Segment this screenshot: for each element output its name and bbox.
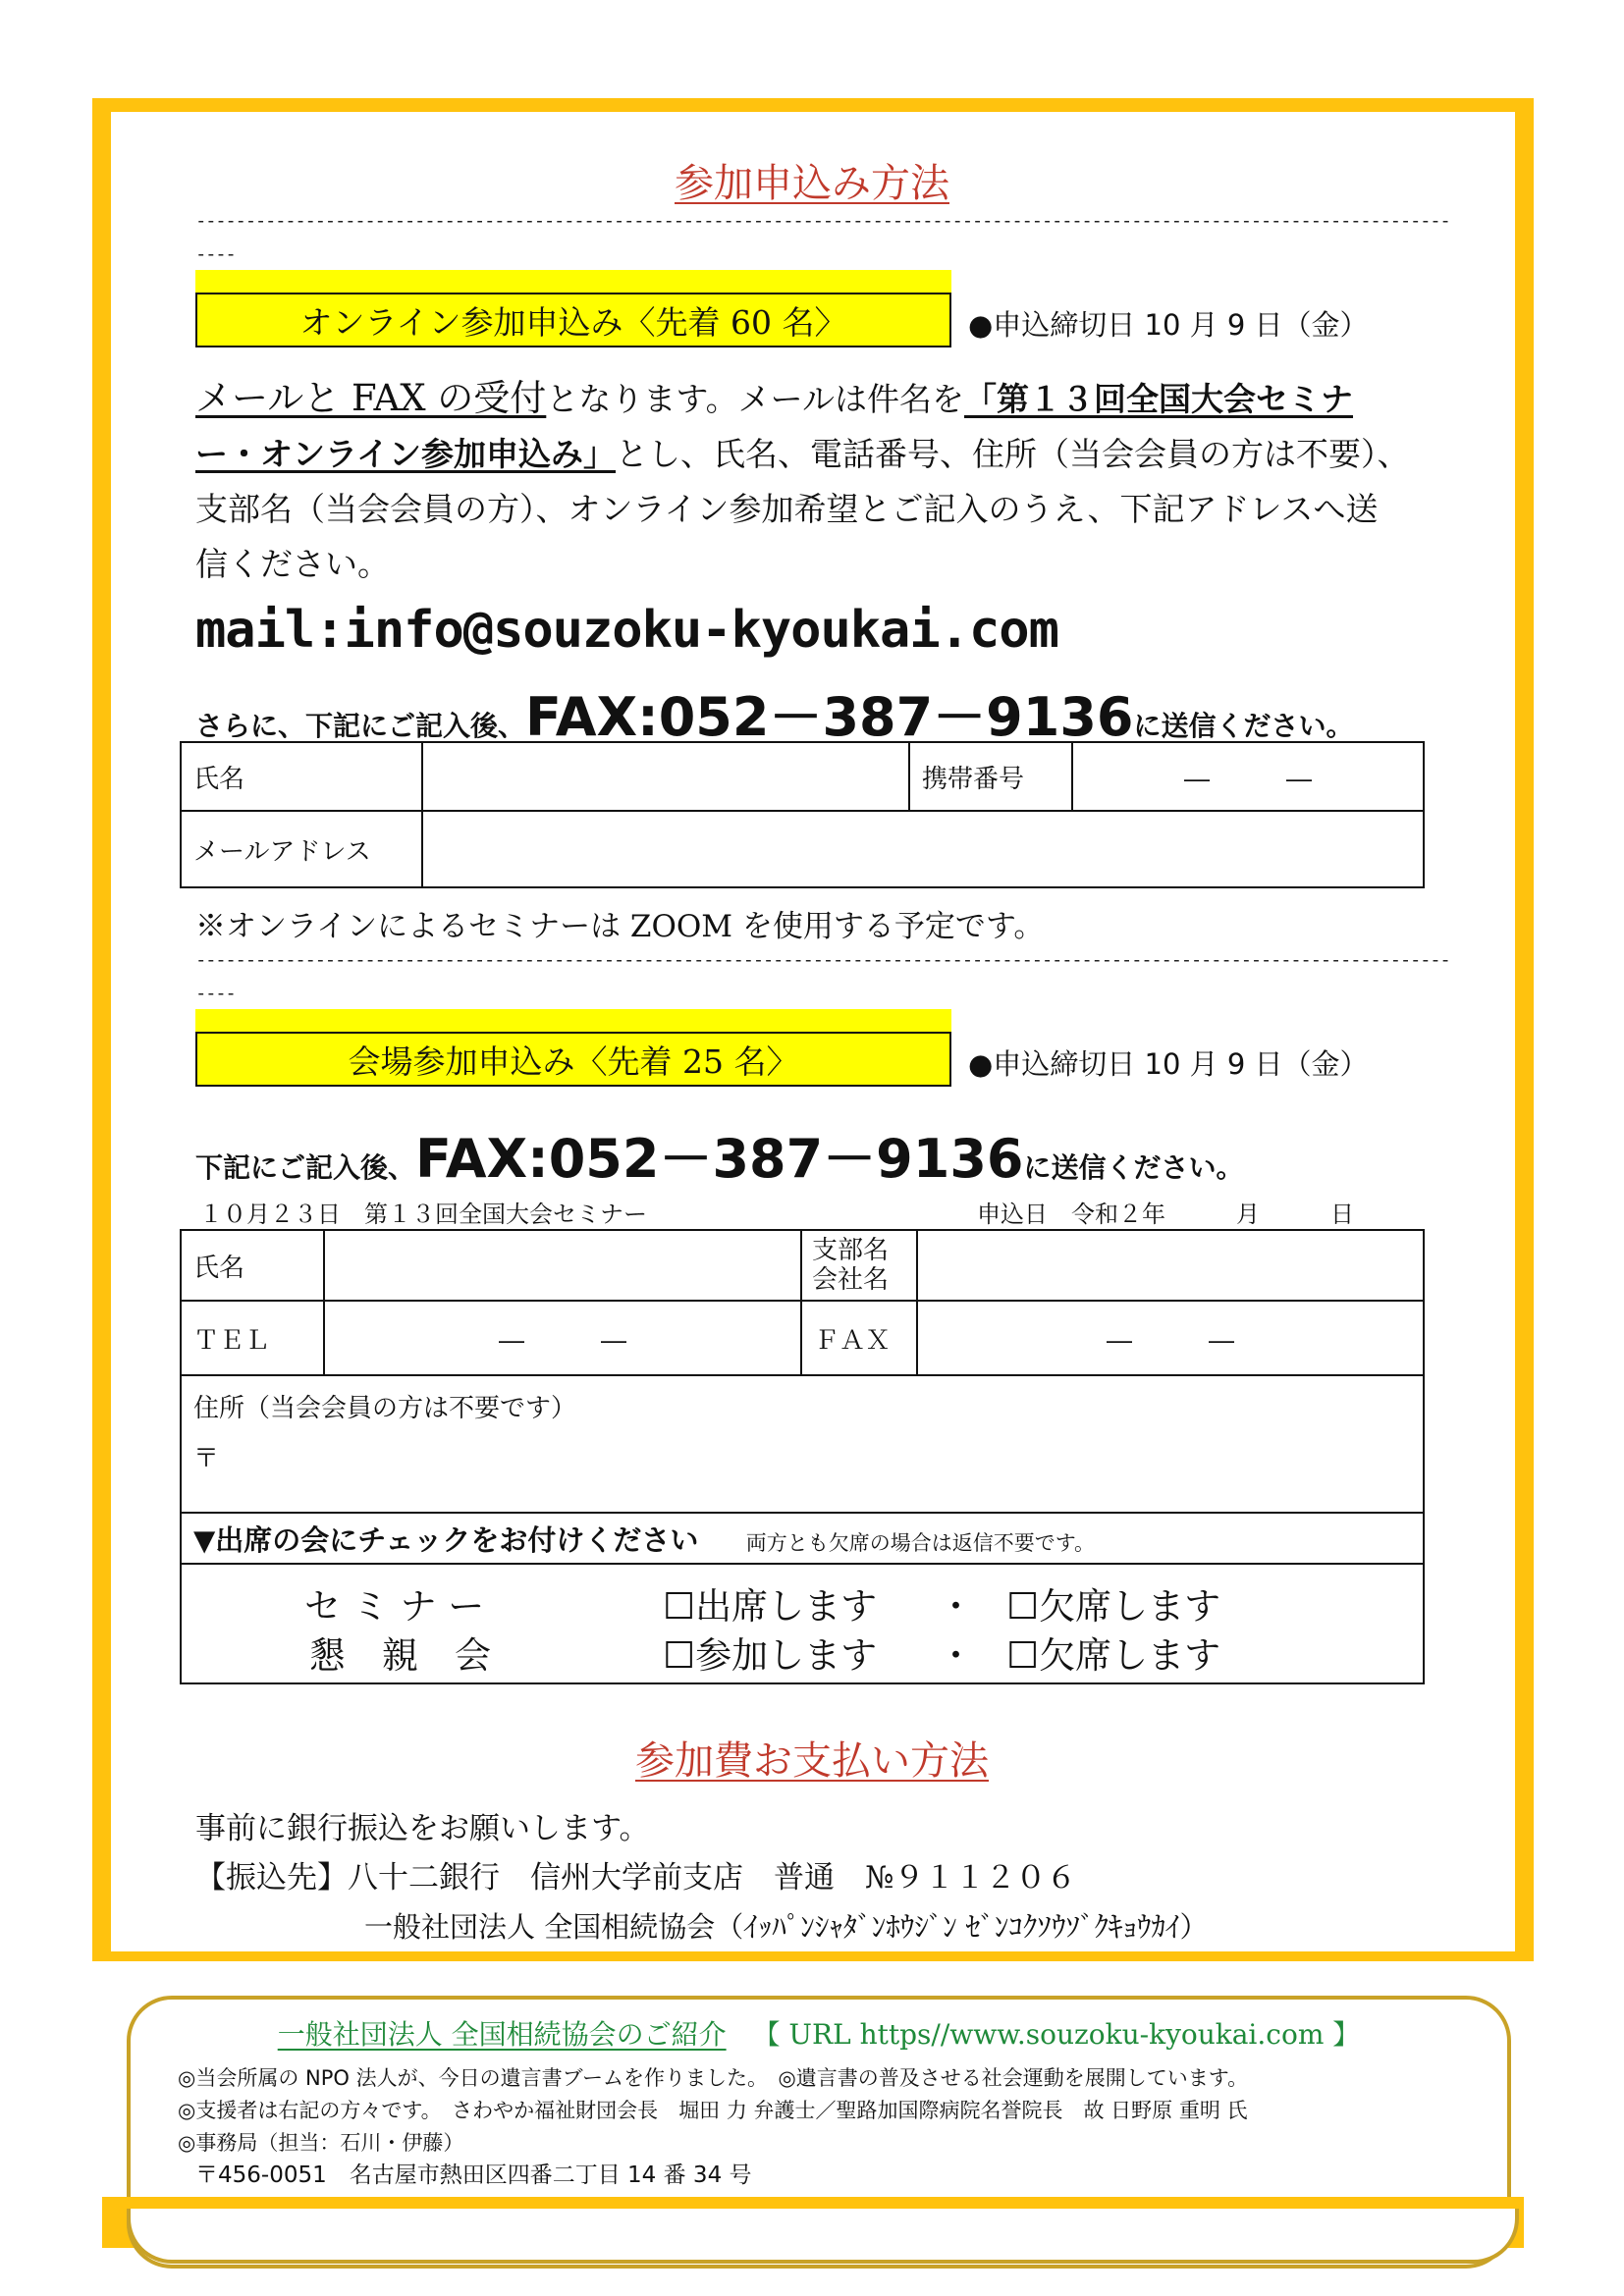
address-label: 住所（当会会員の方は不要です） — [193, 1394, 577, 1423]
footer-line: ◎支援者は右記の方々です。 さわやか福祉財団会長 堀田 力 弁護士／聖路加国際病院名誉院長 故 日野原 重明 氏 — [178, 2099, 1248, 2122]
email-label: メールアドレス — [181, 811, 422, 887]
footer-title: 一般社団法人 全国相続協会のご紹介 — [277, 2018, 727, 2051]
highlight-bar — [195, 270, 951, 294]
footer-bottom-border — [127, 2209, 1519, 2264]
dashed-separator: ------------------------------------------------------------------------------------------------------------------------------ — [195, 949, 1450, 971]
footer-cover — [102, 2197, 1524, 2209]
footer-line: ◎事務局（担当：石川・伊藤） — [178, 2131, 464, 2155]
fax-instruction — [195, 675, 1353, 751]
bank-account: 【振込先】八十二銀行 信州大学前支店 普通 №９１１２０６ — [195, 1860, 1077, 1896]
separator-dot: ・ — [938, 1585, 974, 1628]
account-holder: 一般社団法人 全国相続協会（ｲｯﾊﾟﾝｼｬﾀﾞﾝﾎｳｼﾞﾝ ｾﾞﾝｺｸｿｳｿﾞｸｷｮｳｶｲ） — [364, 1910, 1209, 1944]
text: に送信ください。 — [1133, 710, 1354, 742]
fax-number: FAX:052－387－9136 — [415, 1128, 1024, 1190]
attendance-options — [181, 1564, 1424, 1683]
text: 支部名（当会会員の方）、オンライン参加希望とご記入のうえ、下記アドレスへ送 — [195, 490, 1379, 528]
venue-form — [180, 1229, 1425, 1684]
venue-deadline: ●申込締切日 10 月 9 日（金） — [968, 1047, 1369, 1081]
footer-address: 〒456-0051 名古屋市熱田区四番二丁目 14 番 34 号 — [195, 2163, 752, 2188]
branch-field[interactable] — [917, 1230, 1424, 1301]
check-heading-row — [181, 1513, 1424, 1564]
mail-fax-accept: メールと FAX の受付 — [195, 377, 547, 419]
footer-url[interactable]: 【 URL https//www.souzoku-kyoukai.com 】 — [752, 2018, 1361, 2051]
mobile-label: 携帯番号 — [909, 742, 1072, 811]
text: 信ください。 — [195, 545, 390, 583]
branch-label — [801, 1230, 917, 1301]
apply-date: 申込日 令和２年 月 日 — [977, 1201, 1354, 1228]
address-field[interactable] — [181, 1375, 1424, 1513]
tel-field[interactable]: ― ― — [324, 1301, 801, 1375]
event-line: １０月２３日 第１３回全国大会セミナー — [199, 1201, 647, 1228]
text: とし、氏名、電話番号、住所（当会会員の方は不要）、 — [616, 435, 1410, 473]
page-title: 参加申込み方法 — [675, 161, 949, 206]
email-address[interactable]: mail:info@souzoku-kyoukai.com — [195, 601, 1058, 660]
highlight-bar — [195, 1009, 951, 1033]
party-absent-checkbox[interactable]: ☐欠席します — [1006, 1634, 1221, 1677]
payment-title: 参加費お支払い方法 — [635, 1738, 989, 1784]
seminar-absent-checkbox[interactable]: ☐欠席します — [1006, 1585, 1221, 1628]
online-form — [180, 741, 1425, 888]
mobile-field[interactable]: ― ― — [1072, 742, 1424, 811]
fax-number: FAX:052－387－9136 — [525, 686, 1134, 748]
payment-info — [195, 1804, 1208, 1951]
online-instructions — [195, 371, 1462, 592]
branch-label-1: 支部名 — [812, 1236, 890, 1265]
check-note: 両方とも欠席の場合は返信不要です。 — [745, 1530, 1096, 1555]
check-heading: ▼出席の会にチェックをお付けください — [193, 1522, 699, 1557]
text: となります。メールは件名を — [546, 380, 965, 418]
online-section-label: オンライン参加申込み〈先着 60 名〉 — [195, 293, 951, 347]
subject-text-cont: ー・オンライン参加申込み」 — [195, 435, 617, 473]
party-label: 懇 親 会 — [309, 1634, 491, 1677]
footer-line: ◎当会所属の NPO 法人が、今日の遺言書ブームを作りました。 ◎遺言書の普及させる社会運動を展開しています。 — [178, 2066, 1249, 2090]
subject-text: 「第１３回全国大会セミナ — [964, 380, 1354, 418]
party-attend-checkbox[interactable]: ☐参加します — [663, 1634, 878, 1677]
name-field[interactable] — [422, 742, 909, 811]
tel-label: ＴＥＬ — [181, 1301, 324, 1375]
seminar-attend-checkbox[interactable]: ☐出席します — [663, 1585, 878, 1628]
payment-line: 事前に銀行振込をお願いします。 — [195, 1811, 650, 1846]
postal-mark: 〒 — [193, 1444, 220, 1473]
branch-label-2: 会社名 — [812, 1265, 890, 1295]
seminar-label: セ ミ ナ ー — [304, 1585, 485, 1628]
name-field[interactable] — [324, 1230, 801, 1301]
text: 下記にご記入後、 — [195, 1151, 416, 1184]
name-label: 氏名 — [181, 1230, 324, 1301]
dashed-separator: ------------------------------------------------------------------------------------------------------------------------------ — [195, 210, 1450, 232]
separator-dot: ・ — [938, 1634, 974, 1677]
venue-section-label: 会場参加申込み〈先着 25 名〉 — [195, 1032, 951, 1087]
fax-field[interactable]: ― ― — [917, 1301, 1424, 1375]
fax-instruction — [195, 1117, 1243, 1193]
name-label: 氏名 — [181, 742, 422, 811]
text: さらに、下記にご記入後、 — [195, 710, 526, 742]
dashed-separator-tail: ---- — [195, 983, 236, 1004]
fax-label: ＦＡＸ — [801, 1301, 917, 1375]
email-field[interactable] — [422, 811, 1424, 887]
text: に送信ください。 — [1023, 1151, 1244, 1184]
dashed-separator-tail: ---- — [195, 243, 236, 265]
online-deadline: ●申込締切日 10 月 9 日（金） — [968, 308, 1369, 342]
zoom-note: ※オンラインによるセミナーは ZOOM を使用する予定です。 — [195, 909, 1045, 944]
